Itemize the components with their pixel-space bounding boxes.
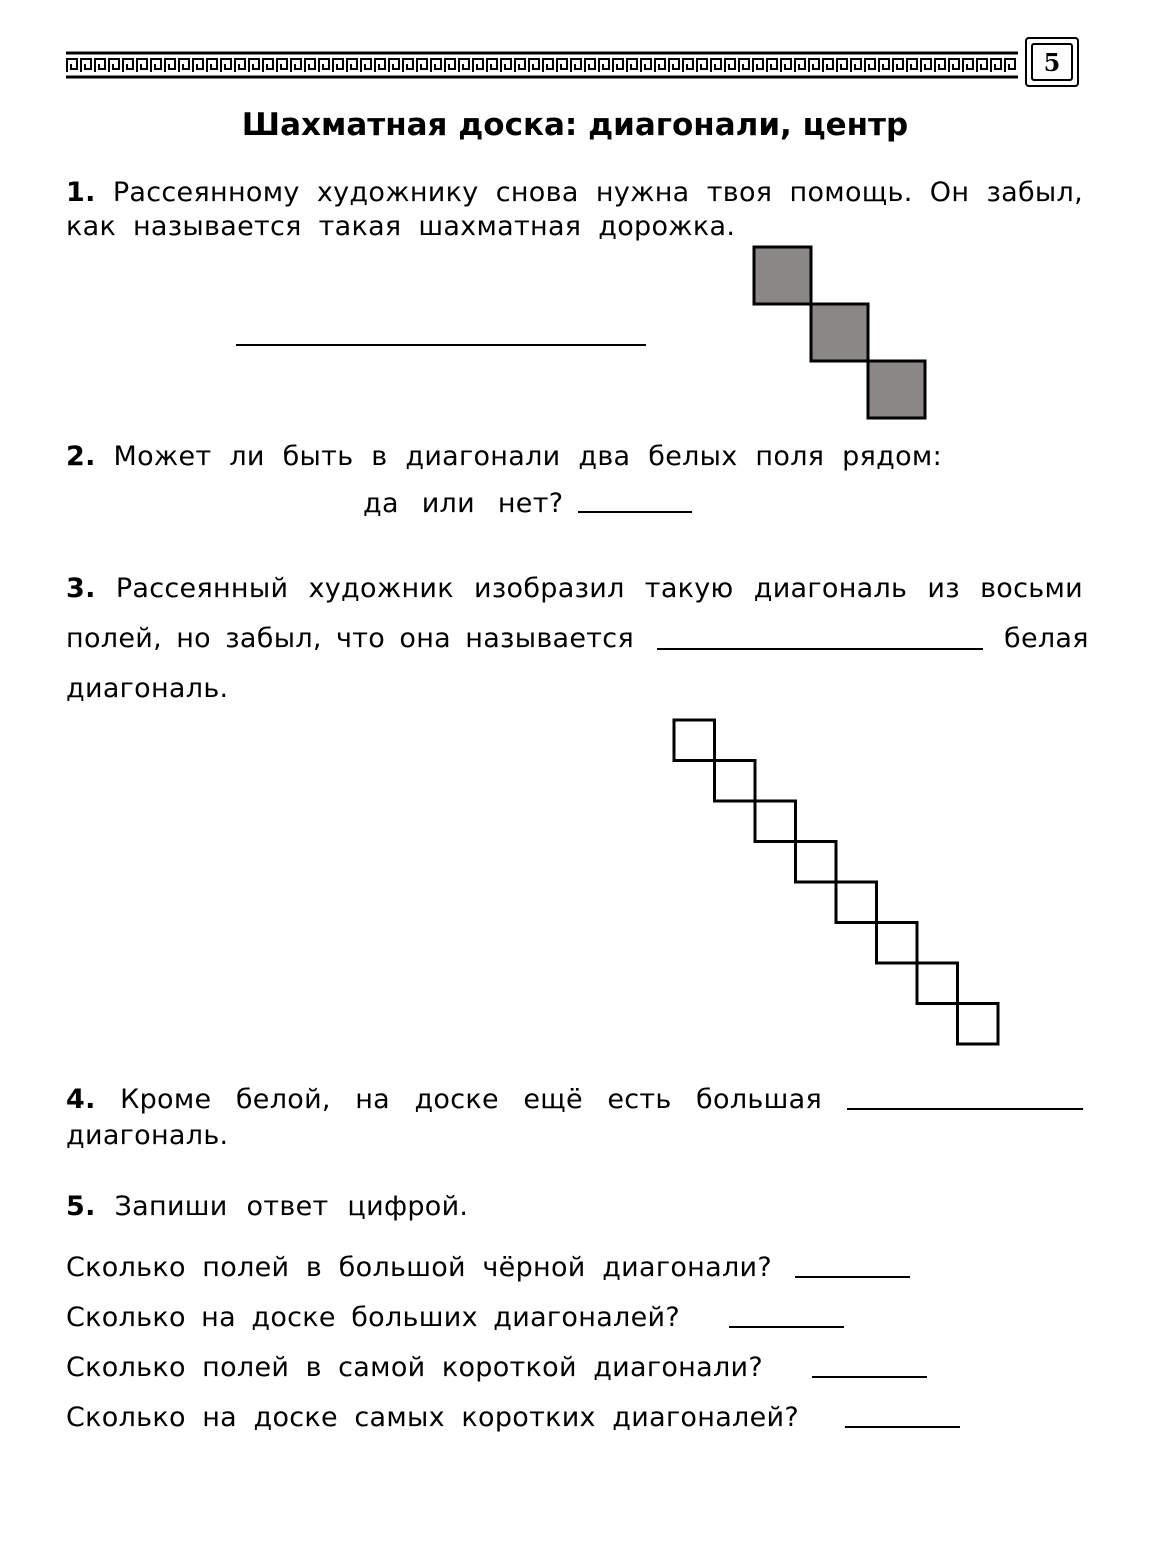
task1-square-3 xyxy=(868,361,925,418)
task3-line3: диагональ. xyxy=(66,673,229,704)
task3-line2 xyxy=(66,622,634,656)
task4-line1 xyxy=(66,1083,822,1117)
task3-square-8 xyxy=(958,1004,999,1045)
task5-answer-line-3[interactable] xyxy=(812,1376,927,1378)
task5-question-3 xyxy=(66,1351,763,1385)
task5-question-4-text: Сколько на доске самых коротких диагоналей? xyxy=(66,1402,799,1433)
task2-answer-line[interactable] xyxy=(578,511,692,513)
task3-square-5 xyxy=(836,882,877,923)
task1-line1 xyxy=(66,176,1083,210)
task3-text xyxy=(66,572,1083,606)
page-title: Шахматная доска: диагонали, центр xyxy=(241,107,909,143)
task3-line2-before: полей, но забыл, что она называется xyxy=(66,623,634,654)
task4-number: 4. xyxy=(66,1084,96,1115)
task4-answer-line[interactable] xyxy=(847,1108,1083,1110)
page-number: 5 xyxy=(1031,43,1073,81)
task1-diagonal-figure xyxy=(752,245,928,421)
task4-line1-text: Кроме белой, на доске ещё есть большая xyxy=(120,1084,822,1115)
task5-question-1 xyxy=(66,1251,772,1285)
task2-prompt: да или нет? xyxy=(363,488,564,519)
task4-line2: диагональ. xyxy=(66,1120,229,1151)
task2-question-text: Может ли быть в диагонали два белых поля рядом: xyxy=(113,441,942,472)
task5-question-2 xyxy=(66,1301,680,1335)
task3-line2-after: белая xyxy=(1004,623,1089,654)
task5-number: 5. xyxy=(66,1191,96,1222)
meander-border xyxy=(66,51,1018,79)
task5-question-1-text: Сколько полей в большой чёрной диагонали? xyxy=(66,1252,772,1283)
task1-square-2 xyxy=(811,304,868,361)
task4-text xyxy=(66,1083,822,1117)
task5-question-4 xyxy=(66,1401,799,1435)
task3-number: 3. xyxy=(66,573,96,604)
task3-square-7 xyxy=(917,963,958,1004)
task3-square-6 xyxy=(877,923,918,964)
task1-line1-text: Рассеянному художнику снова нужна твоя помощь. Он забыл, xyxy=(112,177,1083,208)
task3-square-4 xyxy=(796,842,837,883)
task1-number: 1. xyxy=(66,177,96,208)
task5-question-2-text: Сколько на доске больших диагоналей? xyxy=(66,1302,680,1333)
task3-diagonal-figure xyxy=(672,718,1007,1053)
task2-text xyxy=(66,440,942,474)
task3-answer-line[interactable] xyxy=(657,648,983,650)
task5-answer-line-2[interactable] xyxy=(729,1326,844,1328)
task5-question-3-text: Сколько полей в самой короткой диагонали? xyxy=(66,1352,763,1383)
task3-square-3 xyxy=(755,801,796,842)
task3-line1 xyxy=(66,572,1083,606)
page-number-box xyxy=(1025,37,1079,87)
task1-text xyxy=(66,176,1083,244)
task5-instruction-text: Запиши ответ цифрой. xyxy=(114,1191,469,1222)
task3-line1-text: Рассеянный художник изобразил такую диагональ из восьми xyxy=(115,573,1083,604)
task2-number: 2. xyxy=(66,441,96,472)
task5-instruction xyxy=(66,1190,468,1224)
task1-answer-line[interactable] xyxy=(236,344,646,346)
task1-line2: как называется такая шахматная дорожка. xyxy=(66,211,736,242)
task2-question xyxy=(66,440,942,474)
task3-square-2 xyxy=(715,761,756,802)
task5-answer-line-4[interactable] xyxy=(845,1426,960,1428)
task5-answer-line-1[interactable] xyxy=(795,1276,910,1278)
task3-square-1 xyxy=(674,720,715,761)
task1-square-1 xyxy=(754,247,811,304)
